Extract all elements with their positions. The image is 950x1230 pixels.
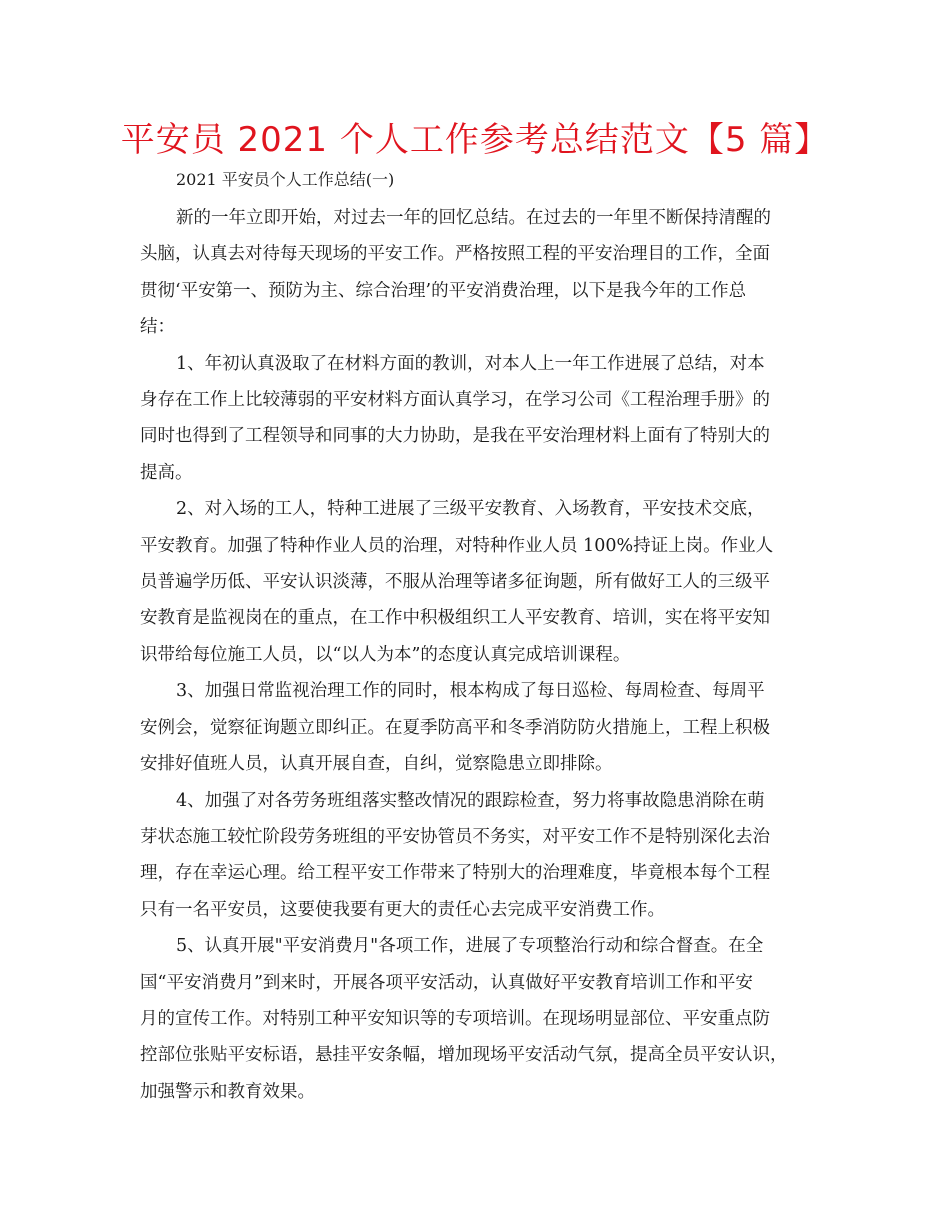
paragraph-line: 识带给每位施工人员，以“以人为本”的态度认真完成培训课程。 xyxy=(140,644,631,665)
document-title: 平安员 2021 个人工作参考总结范文【5 篇】 xyxy=(120,120,830,160)
paragraph xyxy=(140,673,820,782)
paragraph-line: 头脑，认真去对待每天现场的平安工作。严格按照工程的平安治理目的工作，全面 xyxy=(140,244,770,265)
paragraph-line: 只有一名平安员，这要使我要有更大的责任心去完成平安消费工作。 xyxy=(140,899,665,920)
paragraph xyxy=(140,491,820,673)
paragraph-line: 贯彻‘平安第一、预防为主、综合治理’的平安消费治理，以下是我今年的工作总 xyxy=(140,280,747,301)
paragraph-line: 同时也得到了工程领导和同事的大力协助，是我在平安治理材料上面有了特别大的 xyxy=(140,426,770,447)
paragraph-line: 提高。 xyxy=(140,462,193,483)
paragraph-line: 2、对入场的工人，特种工进展了三级平安教育、入场教育，平安技术交底， xyxy=(176,499,765,520)
paragraph-line: 控部位张贴平安标语，悬挂平安条幅，增加现场平安活动气氛，提高全员平安认识， xyxy=(140,1045,788,1066)
paragraph-line: 理，存在幸运心理。给工程平安工作带来了特别大的治理难度，毕竟根本每个工程 xyxy=(140,863,770,884)
paragraph-line: 新的一年立即开始，对过去一年的回忆总结。在过去的一年里不断保持清醒的 xyxy=(176,208,771,228)
document-subtitle: 2021 平安员个人工作总结(一) xyxy=(176,170,395,189)
paragraph-line: 月的宣传工作。对特别工种平安知识等的专项培训。在现场明显部位、平安重点防 xyxy=(140,1008,770,1029)
paragraph-line: 3、加强日常监视治理工作的同时，根本构成了每日巡检、每周检查、每周平 xyxy=(176,681,765,702)
paragraph-line: 芽状态施工较忙阶段劳务班组的平安协管员不务实，对平安工作不是特别深化去治 xyxy=(140,826,770,847)
paragraph-line: 平安教育。加强了特种作业人员的治理，对特种作业人员 100%持证上岗。作业人 xyxy=(140,535,774,556)
paragraph-line: 安教育是监视岗在的重点，在工作中积极组织工人平安教育、培训，实在将平安知 xyxy=(140,608,770,629)
paragraph-line: 安例会，觉察征询题立即纠正。在夏季防高平和冬季消防防火措施上，工程上积极 xyxy=(140,717,770,738)
paragraph-line: 1、年初认真汲取了在材料方面的教训，对本人上一年工作进展了总结，对本 xyxy=(176,353,765,374)
paragraph-line: 结： xyxy=(140,317,175,338)
paragraph-line: 4、加强了对各劳务班组落实整改情况的跟踪检查，努力将事故隐患消除在萌 xyxy=(176,790,765,811)
paragraph xyxy=(140,346,820,492)
paragraph-line: 身存在工作上比较薄弱的平安材料方面认真学习，在学习公司《工程治理手册》的 xyxy=(140,390,770,411)
paragraph-line: 国“平安消费月”到来时，开展各项平安活动，认真做好平安教育培训工作和平安 xyxy=(140,972,753,993)
paragraph-line: 安排好值班人员，认真开展自查，自纠，觉察隐患立即排除。 xyxy=(140,754,613,775)
paragraph xyxy=(140,783,820,929)
paragraph xyxy=(140,928,820,1110)
document-body xyxy=(140,200,820,1110)
paragraph xyxy=(140,200,820,346)
paragraph-line: 加强警示和教育效果。 xyxy=(140,1081,315,1102)
paragraph-line: 员普遍学历低、平安认识淡薄，不服从治理等诸多征询题，所有做好工人的三级平 xyxy=(140,572,770,593)
paragraph-line: 5、认真开展"平安消费月"各项工作，进展了专项整治行动和综合督查。在全 xyxy=(176,936,764,957)
